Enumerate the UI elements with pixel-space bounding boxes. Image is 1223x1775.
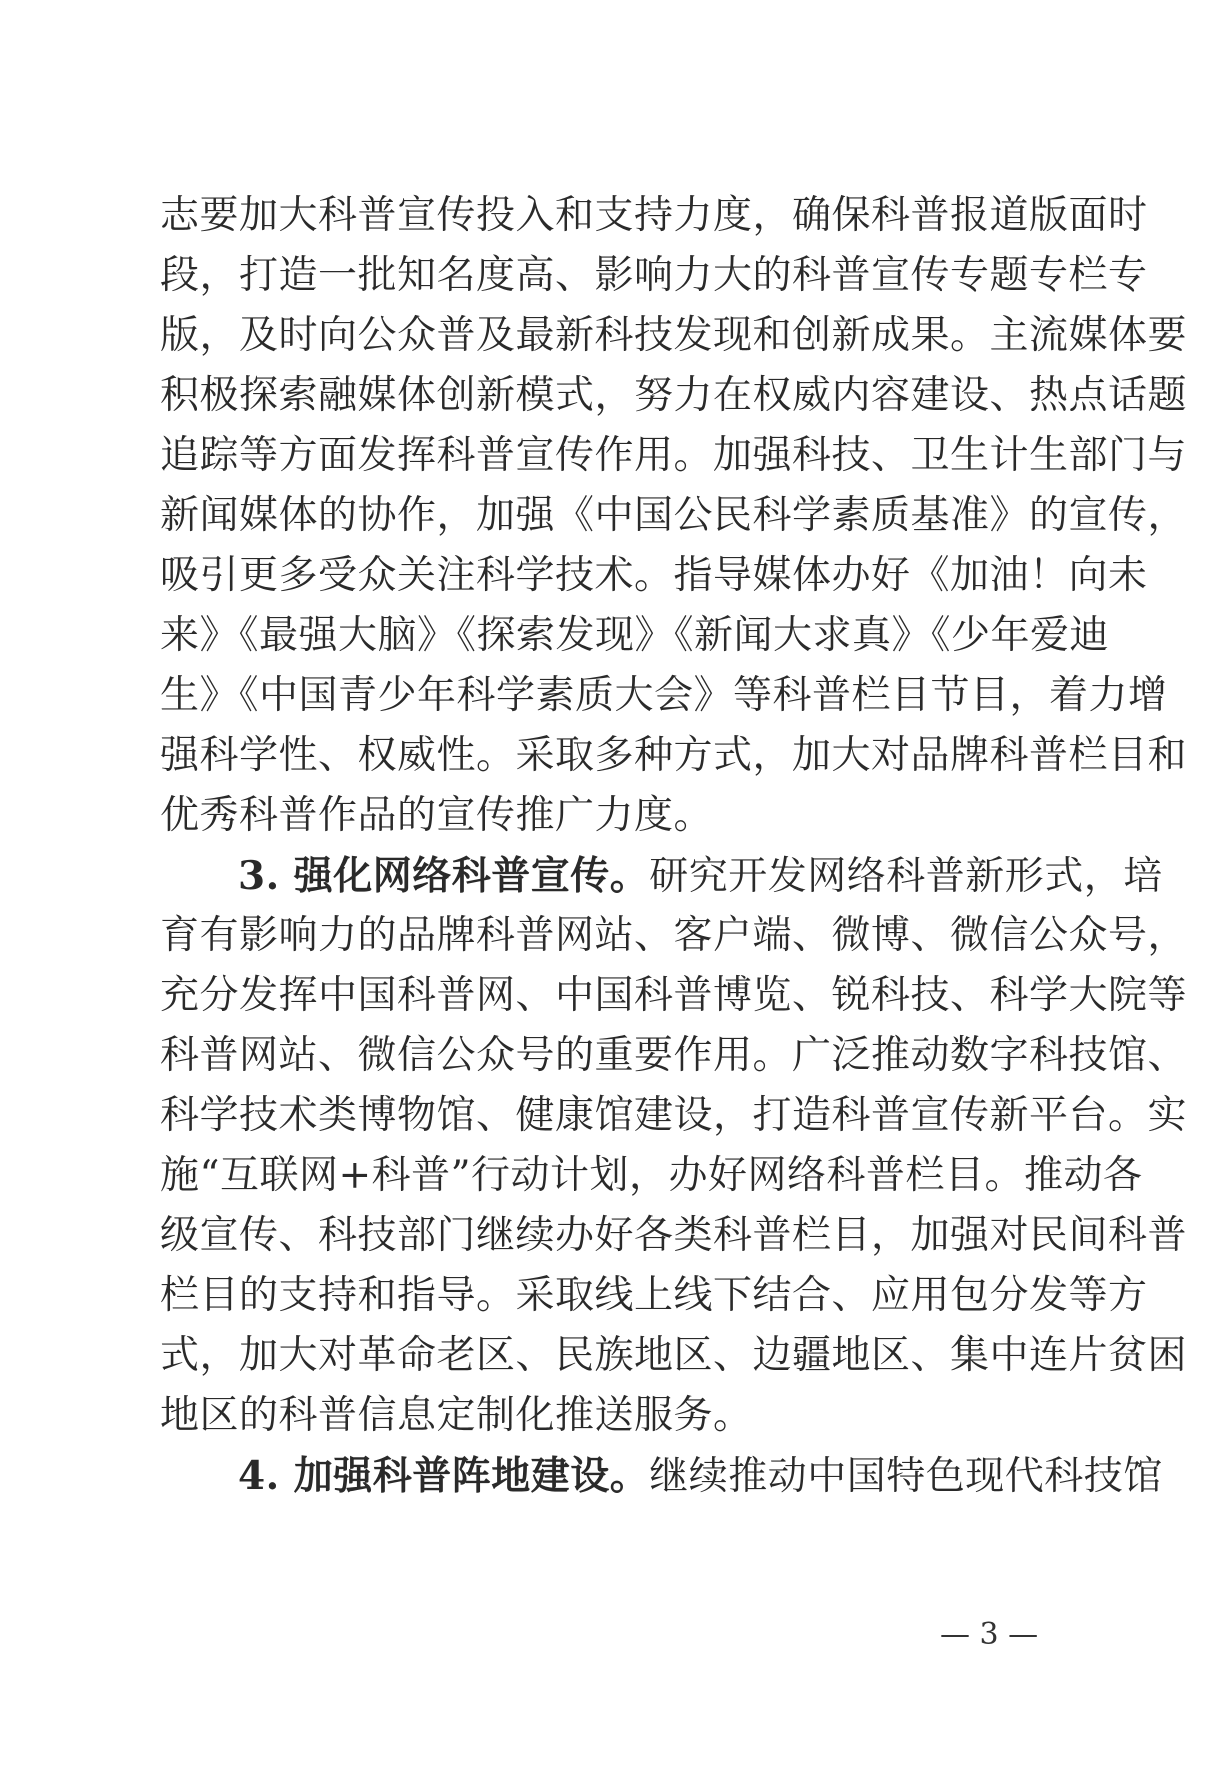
text-line: 追踪等方面发挥科普宣传作用。加强科技、卫生计生部门与: [160, 433, 1188, 478]
text-span: 研究开发网络科普新形式，培: [649, 854, 1163, 899]
text-line: 积极探索融媒体创新模式，努力在权威内容建设、热点话题: [160, 373, 1188, 418]
text-line: 式，加大对革命老区、民族地区、边疆地区、集中连片贫困: [160, 1333, 1188, 1378]
text-line: 生》《中国青少年科学素质大会》等科普栏目节目，着力增: [160, 673, 1168, 718]
text-line: 栏目的支持和指导。采取线上线下结合、应用包分发等方: [160, 1273, 1148, 1318]
text-line: 版，及时向公众普及最新科技发现和创新成果。主流媒体要: [160, 313, 1188, 358]
text-line: 志要加大科普宣传投入和支持力度，确保科普报道版面时: [160, 193, 1148, 238]
page-number: — 3 —: [940, 1617, 1039, 1652]
document-body: [160, 186, 1188, 1506]
text-line: 吸引更多受众关注科学技术。指导媒体办好《加油！向未: [160, 553, 1148, 598]
text-line: 强科学性、权威性。采取多种方式，加大对品牌科普栏目和: [160, 733, 1188, 778]
text-line: 地区的科普信息定制化推送服务。: [160, 1393, 753, 1438]
text-line: 优秀科普作品的宣传推广力度。: [160, 793, 714, 838]
text-line: 级宣传、科技部门继续办好各类科普栏目，加强对民间科普: [160, 1213, 1188, 1258]
text-line: 新闻媒体的协作，加强《中国公民科学素质基准》的宣传，: [160, 493, 1188, 538]
text-line: 科普网站、微信公众号的重要作用。广泛推动数字科技馆、: [160, 1033, 1188, 1078]
text-line: 施“互联网+科普”行动计划，办好网络科普栏目。推动各: [160, 1153, 1143, 1198]
text-line: 科学技术类博物馆、健康馆建设，打造科普宣传新平台。实: [160, 1093, 1188, 1138]
text-line: 段，打造一批知名度高、影响力大的科普宣传专题专栏专: [160, 253, 1148, 298]
section-heading: 4. 加强科普阵地建设。: [238, 1453, 650, 1499]
paragraph-3: [160, 1446, 1163, 1506]
paragraph-1: [160, 186, 1188, 846]
section-first-line: [160, 846, 1163, 906]
text-span: 继续推动中国特色现代科技馆: [649, 1454, 1163, 1499]
section-first-line: [160, 1446, 1163, 1506]
section-heading: 3. 强化网络科普宣传。: [238, 853, 650, 899]
text-line: 来》《最强大脑》《探索发现》《新闻大求真》《少年爱迪: [160, 613, 1110, 658]
text-line: 充分发挥中国科普网、中国科普博览、锐科技、科学大院等: [160, 973, 1188, 1018]
text-line: 育有影响力的品牌科普网站、客户端、微博、微信公众号，: [160, 913, 1188, 958]
paragraph-2: [160, 846, 1188, 1446]
